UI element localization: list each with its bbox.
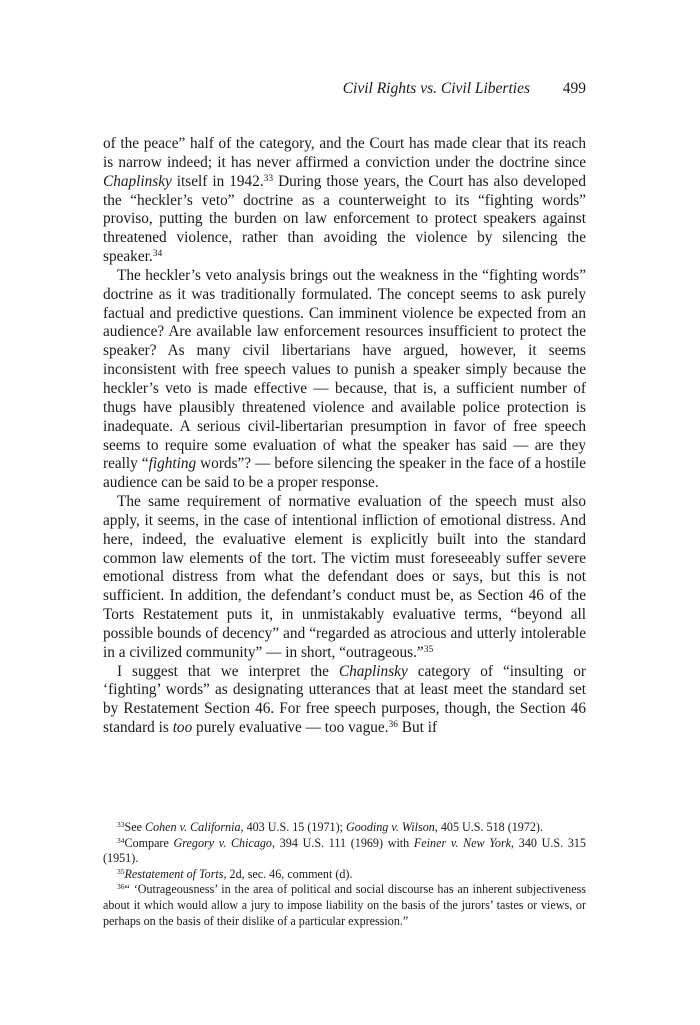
text-run: , 2d, sec. 46, comment (d). xyxy=(223,866,353,881)
italic-text: Chaplinsky xyxy=(103,172,172,190)
footnote-ref: 34 xyxy=(117,835,125,845)
footnote-ref: 35 xyxy=(117,866,125,876)
text-run: But if xyxy=(397,719,438,737)
footnote xyxy=(103,882,586,929)
body-text xyxy=(103,135,586,738)
text-run: , 405 U.S. 518 (1972). xyxy=(434,820,543,834)
running-header xyxy=(103,78,586,100)
italic-text: Gooding v. Wilson xyxy=(346,820,435,834)
paragraph xyxy=(103,663,586,738)
text-run: The heckler’s veto analysis brings out the weakness in the “fighting words” doctrine as it was traditionally formulated. The concept seems to ask purely factual and predictive questions. Can imminent violence be expected from an audience? Are available law enforcement resources insufficient to protect the speaker? As many civil libertarians have argued, however, it seems inconsistent with free speech values to punish a speaker simply because the heckler’s veto is made effective — because, that is, a sufficient number of thugs have plausibly threatened violence and available police protection is inadequate. A serious civil-libertarian presumption in favor of free speech seems to require some evaluation of what the speaker has said — are they really “ xyxy=(103,266,586,473)
footnote-ref: 34 xyxy=(152,248,163,259)
text-run: of the peace” half of the category, and the Court has made clear that its reach is narrow indeed; it has never affirmed a conviction under the doctrine since xyxy=(103,135,586,171)
footnotes xyxy=(103,820,586,929)
italic-text: Chaplinsky xyxy=(338,662,408,680)
text-run: I suggest that we interpret the xyxy=(117,662,339,680)
footnote xyxy=(103,867,586,883)
text-run: , 340 U.S. 315 (1951). xyxy=(103,835,586,866)
running-title: Civil Rights vs. Civil Liberties xyxy=(342,80,530,97)
text-run: purely evaluative — too vague. xyxy=(192,719,389,737)
page-number: 499 xyxy=(562,80,586,97)
paragraph xyxy=(103,267,586,493)
italic-text: Gregory v. Chicago xyxy=(173,835,272,850)
italic-text: Feiner v. New York xyxy=(413,835,512,850)
text-run: , 394 U.S. 111 (1969) with xyxy=(271,835,414,850)
text-run: words”? — before silencing the speaker in the face of a hostile audience can be said to be a proper response. xyxy=(103,455,587,492)
text-run: category of “insulting or ‘fighting’ words” as designating utterances that at least meet the standard set by Restatement Section 46. For free speech purposes, though, the Section 46 standard is xyxy=(103,662,586,737)
footnote-ref: 33 xyxy=(263,173,274,184)
footnote-ref: 36 xyxy=(388,719,398,730)
footnote-ref: 35 xyxy=(423,644,434,655)
footnote-ref: 33 xyxy=(117,819,125,829)
paragraph xyxy=(103,493,586,663)
text-run: See xyxy=(124,820,145,834)
italic-text: fighting xyxy=(148,455,197,473)
italic-text: Cohen v. California xyxy=(145,820,241,834)
text-run: , 403 U.S. 15 (1971); xyxy=(240,820,346,834)
paragraph xyxy=(103,135,586,267)
text-run: During those years, the Court has also developed the “heckler’s veto” doctrine as a counterweight to its “fighting words” proviso, putting the burden on law enforcement to protect speakers against threatened violence, rather than avoiding the violence by silencing the speaker. xyxy=(103,172,586,266)
footnote-ref: 36 xyxy=(117,882,125,892)
text-run: itself in 1942. xyxy=(171,172,264,190)
text-run: Compare xyxy=(124,835,174,850)
italic-text: Restatement of Torts xyxy=(124,866,224,881)
italic-text: too xyxy=(172,719,193,737)
text-run: The same requirement of normative evaluation of the speech must also apply, it seems, in the case of intentional infliction of emotional distress. And here, indeed, the evaluative element is explicitly built into the standard common law elements of the tort. The victim must foreseeably suffer severe emotional distress from what the defendant does or says, but this is not sufficient. In addition, the defendant’s conduct must be, as Section 46 of the Torts Restatement puts it, in unmistakably evaluative terms, “beyond all possible bounds of decency” and “regarded as atrocious and utterly intolerable in a civilized community” — in short, “outrageous.” xyxy=(103,493,586,661)
footnote xyxy=(103,836,586,867)
footnote xyxy=(103,820,586,836)
text-run: “ ‘Outrageousness’ in the area of political and social discourse has an inherent subjectiveness about it which would allow a jury to impose liability on the basis of the jurors’ tastes or views, or perhaps on the basis of their dislike of a particular expression.” xyxy=(103,882,586,928)
